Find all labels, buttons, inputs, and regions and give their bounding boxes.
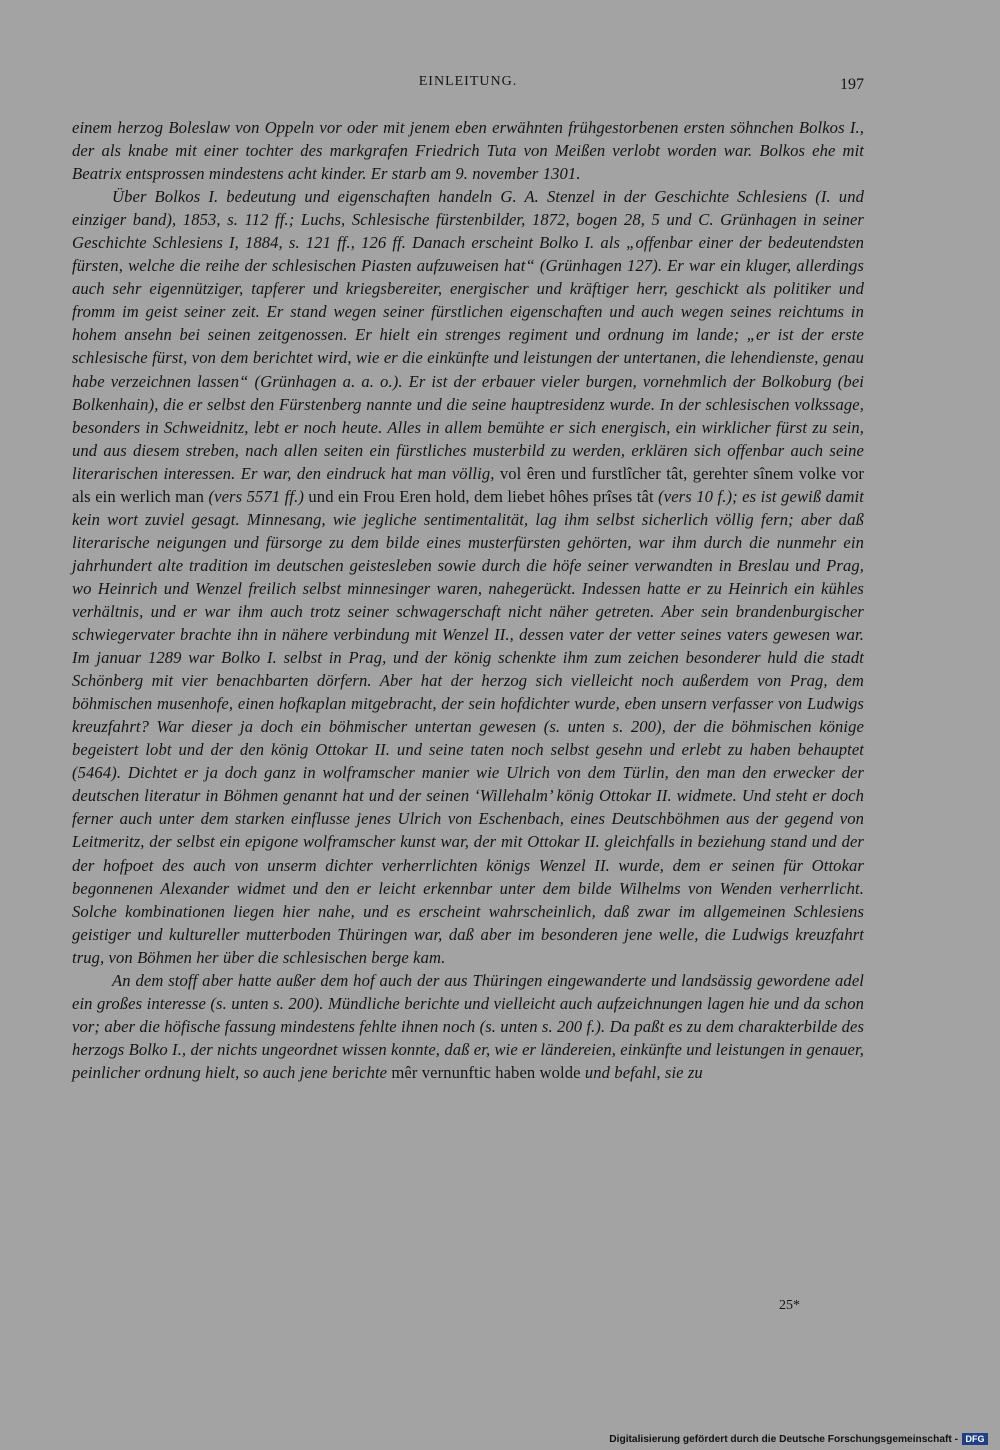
text-run: einem herzog Boleslaw von Oppeln vor oder mit jenem eben erwähnten frühgestorbenen ersten söhnchen Bolkos I., der als knabe mit einer tochter des markgrafen Friedrich Tuta von Meißen verlobt worden war. Bolkos ehe mit Beatrix entsprossen mindestens acht kinder. Er starb am 9. november 1301. bbox=[72, 118, 864, 184]
quotation-run: und ein Frou Eren hold, dem liebet hôhes prîses tât bbox=[308, 486, 654, 506]
footer-credit-text: Digitalisierung gefördert durch die Deutsche Forschungsgemeinschaft - bbox=[609, 1433, 958, 1445]
dfg-logo: DFG bbox=[962, 1433, 988, 1445]
signature-mark: 25* bbox=[779, 1298, 800, 1313]
text-run: Über Bolkos I. bedeutung und eigenschaften handeln G. A. Stenzel in der Geschichte Schlesiens (I. und einziger band), 1853, s. 112 ff.; Luchs, Schlesische fürstenbilder, 1872, bogen 28, 5 und C. Grünhagen in seiner Geschichte Schlesiens I, 1884, s. 121 ff., 126 ff. Danach erscheint Bolko I. als „offenbar einer der bedeutendsten fürsten, welche die reihe der schlesischen Piasten aufzuweisen hat“ (Grünhagen 127). Er war ein kluger, allerdings auch sehr eigennütziger, tapferer und kriegsbereiter, energischer und kräftiger herr, geschickt als politiker und fromm im geist seiner zeit. Er stand wegen seiner fürstlichen eigenschaften und auch wegen seines reichtums in hohem ansehn bei seinen zeitgenossen. Er hielt ein strenges regiment und ordnung im lande; „er ist der erste schlesische fürst, von dem berichtet wird, wie er die einkünfte und leistungen der untertanen, die lehendienste, genau habe verzeichnen lassen“ (Grünhagen a. a. o.). Er ist der erbauer vieler burgen, vornehmlich der Bolkoburg (bei Bolkenhain), die er selbst den Fürstenberg nannte und die seine hauptresidenz wurde. In der schlesischen volkssage, besonders in Schweidnitz, lebt er noch heute. Alles in allem bemühte er sich energisch, ein wirklicher fürst zu sein, und aus diesem streben, nach allen seiten ein fürstliches musterbild zu werden, erklären sich offenbar auch seine literarischen interessen. Er war, den eindruck hat man völlig, bbox=[72, 187, 864, 483]
quotation-run: mêr vernunftic haben wolde bbox=[391, 1062, 581, 1082]
running-head: EINLEITUNG. bbox=[418, 74, 518, 89]
text-run: An dem stoff aber hatte außer dem hof auch der aus Thüringen eingewanderte und landsässig gewordene adel ein großes interesse (s. unten s. 200). Mündliche berichte und vielleicht auch aufzeichnungen lagen hie und da schon vor; aber die höfische fassung mindestens fehlte ihnen noch (s. unten s. 200 f.). Da paßt es zu dem charakterbilde des herzogs Bolko I., der nichts ungeordnet wissen konnte, daß er, wie er ländereien, einkünfte und leistungen in genauer, peinlicher ordnung hielt, so auch jene berichte bbox=[72, 970, 864, 1082]
page-number: 197 bbox=[840, 76, 864, 93]
body-text bbox=[72, 116, 864, 1084]
footer-credit-bar bbox=[604, 1432, 988, 1446]
text-run: (vers 5571 ff.) bbox=[204, 486, 309, 506]
paragraph bbox=[72, 185, 864, 969]
text-run: (vers 10 f.); es ist gewiß damit kein wort zuviel gesagt. Minnesang, wie jegliche sentimentalität, lag ihm selbst sicherlich völlig fern; aber daß literarische neigungen und fürsorge zu dem bilde eines musterfürsten gehörten, war ihm durch die nunmehr ein jahrhundert alte tradition im deutschen geistesleben sowie durch die höfe seiner verwandten in Breslau und Prag, wo Heinrich und Wenzel freilich selbst minnesinger waren, nahegerückt. Indessen hatte er zu Heinrich ein kühles verhältnis, und er war ihm auch trotz seiner schwagerschaft nicht näher getreten. Aber sein brandenburgischer schwiegervater brachte ihn in nähere verbindung mit Wenzel II., dessen vater der vetter seines vaters gewesen war. Im januar 1289 war Bolko I. selbst in Prag, und der könig schenkte ihm zum zeichen besonderer huld die stadt Schönberg mit vier benachbarten dörfern. Aber hat der herzog sich vielleicht noch außerdem von Prag, dem böhmischen musenhofe, einen hofkaplan mitgebracht, der sein hofdichter wurde, eben unsern verfasser von Ludwigs kreuzfahrt? War dieser ja doch ein böhmischer untertan gewesen (s. unten s. 200), der die böhmischen könige begeistert lobt und der den könig Ottokar II. und seine taten noch selbst gesehn und erlebt zu haben behauptet (5464). Dichtet er ja doch ganz in wolframscher manier wie Ulrich von dem Türlin, den man den erwecker der deutschen literatur in Böhmen genannt hat und der seinen ‘Willehalm’ könig Ottokar II. widmete. Und steht er doch ferner auch unter dem starken einflusse jenes Ulrich von Eschenbach, eines Deutschböhmen aus der gegend von Leitmeritz, der selbst ein epigone wolframscher kunst war, der mit Ottokar II. gleichfalls in beziehung stand und der der hofpoet des auch von unserm dichter verherrlichten königs Wenzel II. wurde, dem er seinen für Ottokar begonnenen Alexander widmet und den er leicht erkennbar unter dem bilde Wilhelms von Wenden verherrlicht. Solche kombinationen liegen hier nahe, und es erscheint wahrscheinlich, daß zwar im allgemeinen Schlesiens geistiger und kultureller mutterboden Thüringen war, daß aber im besonderen jene welle, die Ludwigs kreuzfahrt trug, von Böhmen her über die schlesischen berge kam. bbox=[72, 486, 864, 967]
quotation-run: vol êren und furstlîcher tât, gerehter sînem volke vor als ein werlich man bbox=[72, 463, 864, 506]
page-header bbox=[72, 74, 864, 98]
text-run: und befahl, sie zu bbox=[580, 1062, 703, 1082]
paragraph bbox=[72, 969, 864, 1084]
paragraph bbox=[72, 116, 864, 185]
